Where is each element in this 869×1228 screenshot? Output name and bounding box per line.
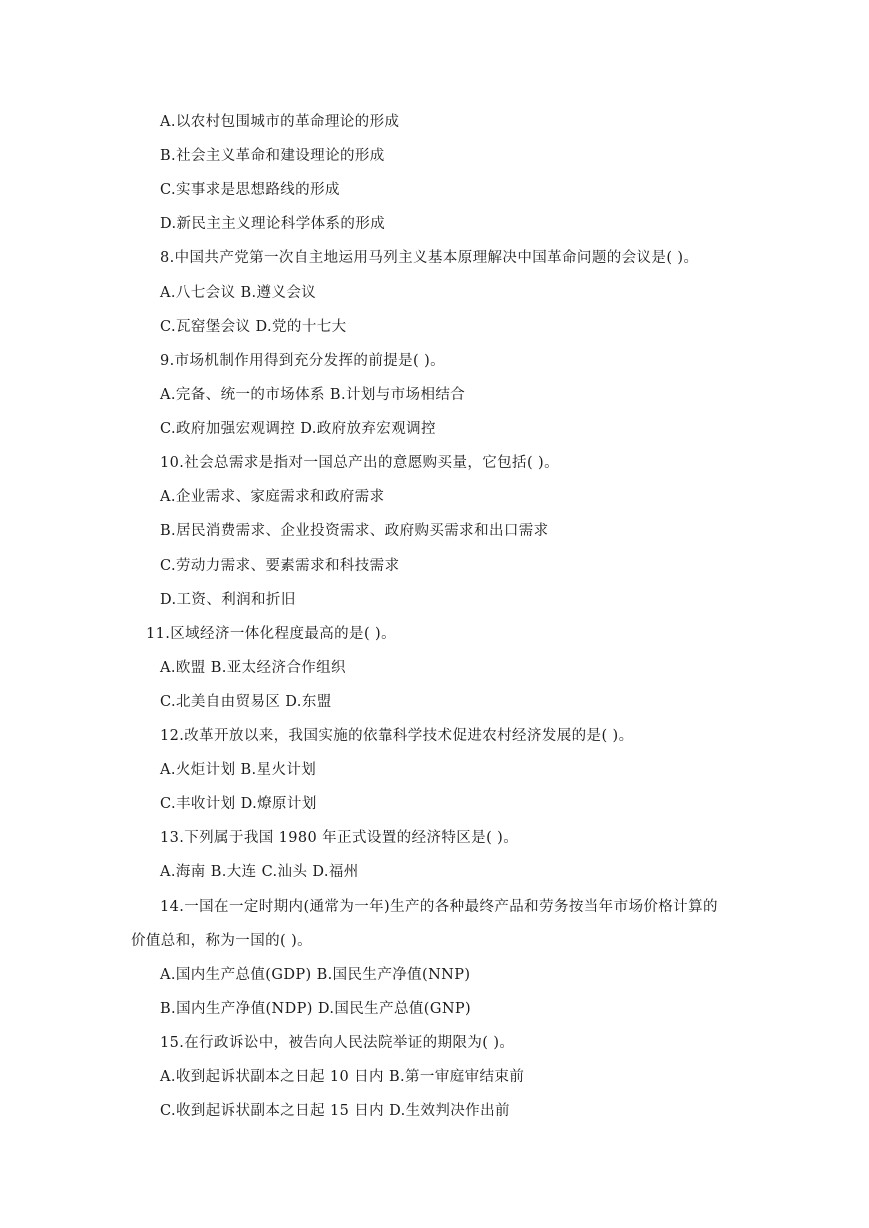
- option-line: C.北美自由贸易区 D.东盟: [160, 694, 332, 710]
- option-line: B.社会主义革命和建设理论的形成: [160, 148, 385, 164]
- question-line: 12.改革开放以来，我国实施的依靠科学技术促进农村经济发展的是( )。: [160, 728, 634, 744]
- option-line: A.以农村包围城市的革命理论的形成: [160, 114, 400, 130]
- option-line: C.收到起诉状副本之日起 15 日内 D.生效判决作出前: [160, 1103, 510, 1119]
- option-line: B.国内生产净值(NDP) D.国民生产总值(GNP): [160, 1001, 472, 1017]
- option-line: D.新民主主义理论科学体系的形成: [160, 216, 386, 232]
- option-line: A.完备、统一的市场体系 B.计划与市场相结合: [160, 387, 466, 403]
- question-line: 11.区域经济一体化程度最高的是( )。: [146, 626, 396, 642]
- option-line: C.劳动力需求、要素需求和科技需求: [160, 558, 400, 574]
- question-line: 13.下列属于我国 1980 年正式设置的经济特区是( )。: [160, 830, 519, 846]
- option-line: A.欧盟 B.亚太经济合作组织: [160, 660, 346, 676]
- question-continuation-line: 价值总和，称为一国的( )。: [131, 933, 313, 949]
- question-line: 9.市场机制作用得到充分发挥的前提是( )。: [160, 353, 446, 369]
- option-line: C.政府加强宏观调控 D.政府放弃宏观调控: [160, 421, 436, 437]
- option-line: A.海南 B.大连 C.汕头 D.福州: [160, 864, 359, 880]
- question-line: 10.社会总需求是指对一国总产出的意愿购买量，它包括( )。: [160, 455, 559, 471]
- option-line: D.工资、利润和折旧: [160, 592, 296, 608]
- question-line: 15.在行政诉讼中，被告向人民法院举证的期限为( )。: [160, 1035, 515, 1051]
- option-line: A.国内生产总值(GDP) B.国民生产净值(NNP): [160, 967, 471, 983]
- option-line: C.瓦窑堡会议 D.党的十七大: [160, 319, 347, 335]
- option-line: A.火炬计划 B.星火计划: [160, 762, 317, 778]
- option-line: A.企业需求、家庭需求和政府需求: [160, 489, 385, 505]
- option-line: C.丰收计划 D.燎原计划: [160, 796, 317, 812]
- question-line: 8.中国共产党第一次自主地运用马列主义基本原理解决中国革命问题的会议是( )。: [160, 250, 699, 266]
- option-line: A.收到起诉状副本之日起 10 日内 B.第一审庭审结束前: [160, 1069, 525, 1085]
- question-line: 14.一国在一定时期内(通常为一年)生产的各种最终产品和劳务按当年市场价格计算的: [160, 899, 718, 915]
- option-line: B.居民消费需求、企业投资需求、政府购买需求和出口需求: [160, 523, 549, 539]
- option-line: A.八七会议 B.遵义会议: [160, 285, 317, 301]
- option-line: C.实事求是思想路线的形成: [160, 182, 340, 198]
